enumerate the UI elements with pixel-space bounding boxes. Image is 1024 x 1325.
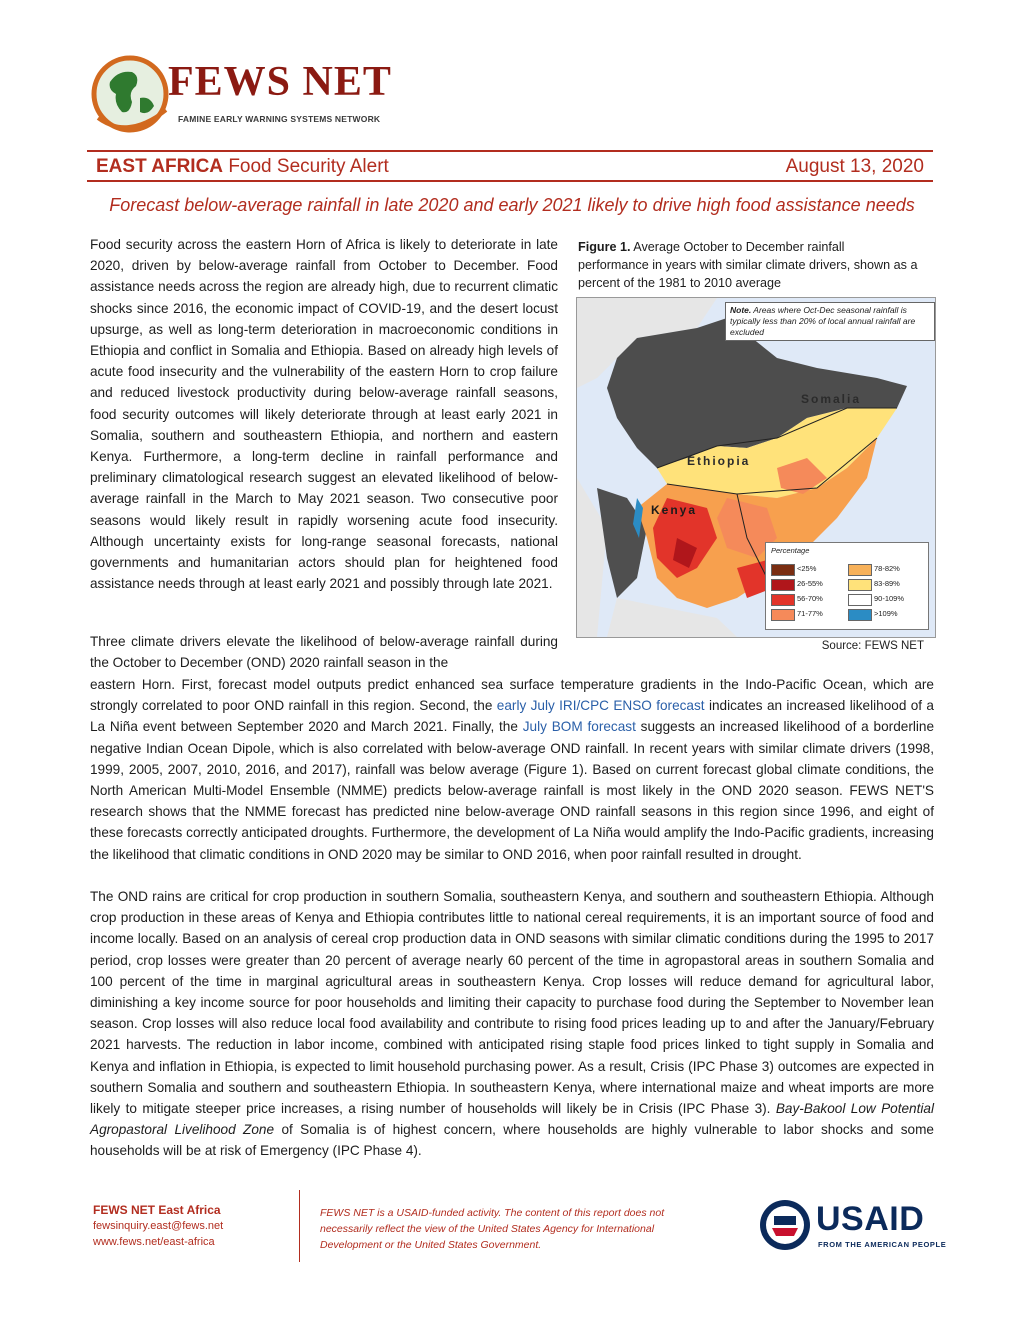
legend-swatch	[771, 564, 795, 576]
legend-swatch	[771, 609, 795, 621]
map-label-ethiopia: Ethiopia	[687, 454, 751, 468]
map-note-label: Note.	[730, 305, 752, 315]
legend-item	[848, 593, 928, 605]
usaid-logo	[758, 1198, 947, 1258]
legend-label: >109%	[874, 609, 898, 618]
legend-label: 83-89%	[874, 579, 900, 588]
fews-net-logo	[88, 52, 392, 142]
figure-caption	[578, 238, 918, 292]
paragraph-3	[90, 886, 934, 1162]
usaid-wordmark: USAID	[816, 1200, 925, 1238]
legend-label: 78-82%	[874, 564, 900, 573]
usaid-tagline: FROM THE AMERICAN PEOPLE	[818, 1240, 947, 1249]
legend-label: 26-55%	[797, 579, 823, 588]
legend-item	[848, 608, 928, 620]
map-note	[725, 302, 935, 341]
legend-swatch	[848, 594, 872, 606]
report-date: August 13, 2020	[785, 156, 924, 177]
paragraph-3-part-a: The OND rains are critical for crop production in southern Somalia, southeastern Kenya, and southern and southeastern Ethiopia. Although crop production in these areas of Kenya and Ethiopia contributes little to national cereal requirements, it is an important source of food and income locally. Based on an analysis of cereal crop production data in OND seasons with similar climatic conditions during the 1995 to 2017 period, crop losses were greater than 20 percent of average nearly 60 percent of the time in agropastoral areas in southern Somalia and 100 percent of the time in marginal agricultural areas in southeastern Kenya. Crop losses will reduce demand for agricultural labor, diminishing a key income source for poor households and limiting their capacity to purchase food during the September to November lean season. Crop losses will also reduce local food availability and contribute to rising food prices leading up to and after the January/February 2021 harvests. The reduction in labor income, combined with anticipated rising staple food prices linked to tight supply in Somalia and Kenya and inflation in Ethiopia, is expected to limit household purchasing power. As a result, Crisis (IPC Phase 3) outcomes are expected in southern Somalia and southern and southeastern Ethiopia. In southeastern Kenya, where international maize and wheat imports are more likely to mitigate steeper price increases, a rising number of households will likely be in Crisis (IPC Phase 3).	[90, 889, 934, 1117]
globe-icon	[88, 52, 178, 142]
paragraph-3-zone: Bay-Bakool Low Potential Agropastoral Livelihood Zone	[90, 1101, 934, 1138]
paragraph-2-part-b: indicates an increased likelihood of a La Niña event between September 2020 and March 2021. Finally, the	[90, 698, 934, 735]
legend-swatch	[848, 564, 872, 576]
legend-label: 71-77%	[797, 609, 823, 618]
usaid-seal-icon	[758, 1198, 812, 1252]
paragraph-1: Food security across the eastern Horn of Africa is likely to deteriorate in late 2020, driven by below-average rainfall from October to December. Food assistance needs across the region are already high, due to recurrent climatic shocks since 2016, the economic impact of COVID-19, and the desert locust upsurge, as well as long-term deterioration in macroeconomic conditions in Ethiopia and conflict in Somalia and Ethiopia. Based on already high levels of acute food insecurity and the vulnerability of the eastern Horn to crop failure and reduced livestock productivity during below-average rainfall seasons, food security outcomes will likely deteriorate through at least early 2021 in Somalia, southern and southeastern Ethiopia, and northern and eastern Kenya. Furthermore, a long-term decline in rainfall performance and preliminary climatological research suggest an elevated likelihood of below-average rainfall in the March to May 2021 season. Two consecutive poor seasons would likely result in rapidly worsening acute food insecurity. Although uncertainty exists for long-range seasonal forecasts, national governments and humanitarian actors should plan for heightened food assistance needs through at least early 2021 and possibly through late 2021.	[90, 237, 558, 592]
footer-disclaimer: FEWS NET is a USAID-funded activity. The content of this report does not necessarily reflect the view of the United States Agency for International Development or the United States Government.	[320, 1207, 665, 1251]
figure-source: Source: FEWS NET	[821, 640, 924, 652]
legend-item	[771, 593, 851, 605]
header-rule-bottom	[87, 180, 933, 182]
report-title	[96, 156, 389, 178]
report-type: Food Security Alert	[228, 156, 389, 177]
legend-swatch	[771, 594, 795, 606]
paragraph-3-part-b: of Somalia is of highest concern, where households are highly vulnerable to labor shocks and some households will be at risk of Emergency (IPC Phase 4).	[90, 1122, 934, 1159]
paragraph-2-start: Three climate drivers elevate the likelihood of below-average rainfall during the October to December (OND) 2020 rainfall season in the	[90, 634, 558, 671]
footer-contact	[93, 1202, 223, 1250]
legend-item	[848, 563, 928, 575]
report-region: EAST AFRICA	[96, 156, 224, 177]
legend-item	[771, 563, 851, 575]
legend-label: 56-70%	[797, 594, 823, 603]
map-label-kenya: Kenya	[651, 503, 698, 517]
legend-item	[848, 578, 928, 590]
map-legend	[765, 542, 929, 630]
legend-title: Percentage	[771, 546, 810, 555]
paragraph-2-part-a: eastern Horn. First, forecast model outputs predict enhanced sea surface temperature gradients in the Indo-Pacific Ocean, which are strongly correlated to poor OND rainfall in this region. Second, the	[90, 677, 934, 714]
headline: Forecast below-average rainfall in late 2020 and early 2021 likely to drive high food assistance needs	[109, 195, 915, 215]
legend-item	[771, 578, 851, 590]
map-note-text: Areas where Oct-Dec seasonal rainfall is typically less than 20% of local annual rainfall are excluded	[730, 305, 916, 337]
figure-caption-text: Average October to December rainfall performance in years with similar climate drivers, shown as a percent of the 1981 to 2010 average	[578, 240, 918, 290]
bom-forecast-link[interactable]: July BOM forecast	[522, 719, 636, 735]
header-rule-top	[87, 150, 933, 152]
logo-subtitle: FAMINE EARLY WARNING SYSTEMS NETWORK	[178, 114, 381, 124]
map-label-somalia: Somalia	[801, 392, 862, 406]
rainfall-map	[576, 297, 936, 638]
footer-email[interactable]: fewsinquiry.east@fews.net	[93, 1220, 224, 1232]
figure-label: Figure 1.	[578, 240, 631, 254]
legend-item	[771, 608, 851, 620]
footer-org: FEWS NET East Africa	[93, 1203, 221, 1217]
paragraph-2	[90, 674, 934, 865]
footer-divider	[299, 1190, 300, 1262]
legend-label: 90-109%	[874, 594, 905, 603]
footer-url[interactable]: www.fews.net/east-africa	[93, 1236, 215, 1248]
legend-swatch	[771, 579, 795, 591]
paragraph-2-part-c: suggests an increased likelihood of a borderline negative Indian Ocean Dipole, which is also correlated with below-average OND rainfall. In recent years with similar climate drivers (1998, 1999, 2005, 2007, 2010, 2016, and 2017), rainfall was below average (Figure 1). Based on current forecast global climate conditions, the North American Multi-Model Ensemble (NMME) predicts below-average rainfall is most likely in the OND 2020 season. FEWS NET'S research shows that the NMME forecast has predicted nine below-average OND rainfall seasons in this region since 1996, and eight of these forecasts correctly anticipated droughts. Furthermore, the development of La Niña would amplify the Indo-Pacific gradients, increasing the likelihood that climatic conditions in OND 2020 may be similar to OND 2016, when poor rainfall resulted in drought.	[90, 719, 935, 862]
iri-cpc-enso-forecast-link[interactable]: early July IRI/CPC ENSO forecast	[496, 698, 705, 714]
legend-label: <25%	[797, 564, 817, 573]
legend-swatch	[848, 609, 872, 621]
legend-swatch	[848, 579, 872, 591]
logo-title: FEWS NET	[168, 59, 392, 105]
